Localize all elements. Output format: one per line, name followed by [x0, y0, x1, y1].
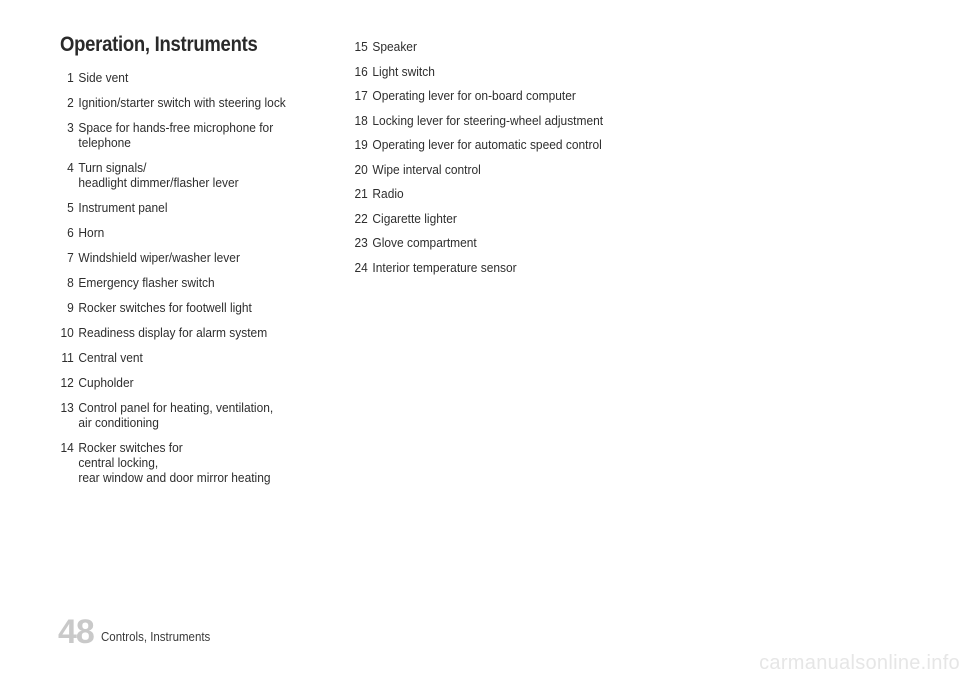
item-number: 20: [354, 161, 368, 177]
list-item: [60, 95, 286, 110]
list-item: [354, 39, 603, 54]
item-text: Speaker: [372, 39, 417, 54]
item-text: Interior temperature sensor: [372, 259, 517, 275]
right-column-list: [354, 39, 625, 284]
list-item: [354, 88, 603, 103]
item-text: central locking,: [78, 455, 159, 470]
item-number: 2: [67, 95, 74, 110]
item-number: 23: [354, 235, 368, 250]
item-number: 17: [354, 88, 368, 103]
item-text: Rocker switches for footwell light: [78, 300, 252, 315]
item-text: Light switch: [372, 63, 435, 79]
item-number: 21: [354, 186, 368, 201]
item-number: 14: [60, 440, 74, 455]
item-number: 10: [60, 325, 74, 340]
item-text: Cupholder: [78, 375, 134, 390]
item-number: 12: [60, 375, 74, 390]
list-item: [354, 113, 603, 128]
item-text: Locking lever for steering-wheel adjustment: [372, 112, 604, 128]
list-item: [60, 350, 286, 365]
item-number: 5: [67, 200, 74, 215]
item-text: rear window and door mirror heating: [78, 470, 271, 485]
list-item: [354, 137, 603, 152]
list-item: [60, 325, 286, 340]
item-text: Operating lever for automatic speed control: [372, 137, 602, 152]
item-text: Emergency flasher switch: [78, 275, 215, 290]
item-text: Instrument panel: [78, 200, 168, 215]
item-text: Space for hands-free microphone for: [78, 120, 274, 135]
item-number: 4: [67, 160, 74, 175]
list-item: [60, 275, 286, 290]
page-title: Operation, Instruments: [60, 33, 258, 56]
item-text: Readiness display for alarm system: [78, 325, 268, 340]
list-item: [60, 200, 286, 215]
list-item: [60, 250, 286, 265]
item-number: 24: [354, 259, 368, 275]
list-item: [60, 440, 286, 485]
item-text: Windshield wiper/washer lever: [78, 250, 240, 265]
list-item: [354, 235, 603, 250]
section-footer: Controls, Instruments: [101, 630, 211, 644]
list-item: [60, 300, 286, 315]
item-number: 16: [354, 63, 368, 79]
list-item: [354, 186, 603, 201]
item-number: 3: [67, 120, 74, 135]
item-text: air conditioning: [78, 415, 159, 430]
item-text: headlight dimmer/flasher lever: [78, 175, 239, 190]
item-number: 19: [354, 137, 368, 152]
item-number: 18: [354, 112, 368, 128]
list-item: [354, 64, 603, 79]
item-number: 7: [67, 250, 74, 265]
page-number: 48: [58, 613, 94, 651]
item-number: 11: [61, 350, 74, 365]
item-number: 6: [67, 225, 74, 240]
item-text: Turn signals/: [78, 160, 147, 175]
item-text: Central vent: [78, 350, 143, 365]
item-number: 15: [354, 39, 368, 54]
left-column-list: [60, 70, 305, 495]
list-item: [60, 120, 286, 150]
item-number: 9: [67, 300, 74, 315]
list-item: [60, 160, 286, 190]
item-text: Ignition/starter switch with steering lock: [78, 95, 286, 110]
item-number: 1: [67, 70, 74, 85]
list-item: [354, 211, 603, 226]
item-text: Wipe interval control: [372, 161, 481, 177]
item-text: Side vent: [78, 70, 129, 85]
item-text: Control panel for heating, ventilation,: [78, 400, 274, 415]
item-text: Horn: [78, 225, 105, 240]
item-text: telephone: [78, 135, 131, 150]
item-text: Rocker switches for: [78, 440, 183, 455]
item-text: Operating lever for on-board computer: [372, 88, 576, 103]
item-number: 22: [354, 210, 368, 226]
list-item: [60, 70, 286, 85]
list-item: [60, 375, 286, 390]
item-number: 8: [67, 275, 74, 290]
watermark: carmanualsonline.info: [759, 652, 960, 674]
item-text: Glove compartment: [372, 235, 477, 250]
list-item: [60, 225, 286, 240]
list-item: [354, 162, 603, 177]
list-item: [354, 260, 603, 275]
item-text: Radio: [372, 186, 404, 201]
list-item: [60, 400, 286, 430]
item-number: 13: [60, 400, 74, 415]
item-text: Cigarette lighter: [372, 210, 457, 226]
